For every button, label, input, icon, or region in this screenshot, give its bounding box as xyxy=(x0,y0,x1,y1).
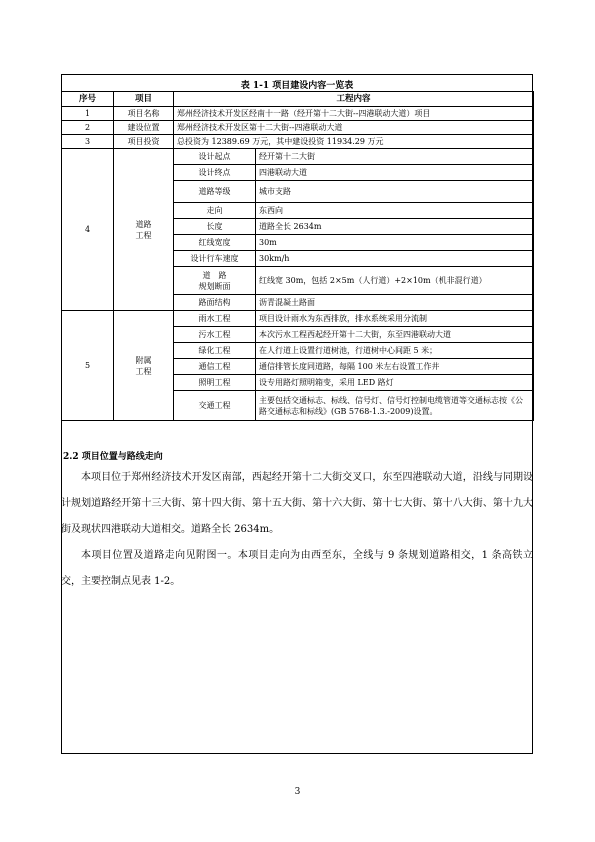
paragraph-route: 本项目位置及道路走向见附图一。本项目走向为由西至东，全线与 9 条规划道路相交，1 条高铁立交，主要控制点见表 1-2。 xyxy=(61,550,533,587)
sub-item-value: 主要包括交通标志、标线、信号灯、信号灯控制电缆管道等交通标志按《公路交通标志和标线》(GB 5768-1.3.-2009)设置。 xyxy=(256,391,534,421)
sub-item-label: 道路等级 xyxy=(174,181,256,203)
header-content: 工程内容 xyxy=(174,92,534,107)
sub-item-label: 路面结构 xyxy=(174,295,256,311)
row-content: 总投资为 12389.69 万元，其中建设投资 11934.29 万元 xyxy=(174,135,534,149)
sub-item-label: 长度 xyxy=(174,219,256,235)
table-row xyxy=(62,135,534,149)
sub-item-value: 城市支路 xyxy=(256,181,534,203)
page-number: 3 xyxy=(294,787,301,797)
row-number: 2 xyxy=(62,121,114,135)
row-number: 1 xyxy=(62,107,114,121)
table-row xyxy=(62,149,534,165)
sub-item-label: 污水工程 xyxy=(174,327,256,343)
sub-item-value: 四港联动大道 xyxy=(256,165,534,181)
sub-item-label: 照明工程 xyxy=(174,375,256,391)
row-item: 项目投资 xyxy=(114,135,174,149)
row-number: 5 xyxy=(62,311,114,421)
sub-item-value: 在人行道上设置行道树池，行道树中心间距 5 米； xyxy=(256,343,534,359)
row-item: 道路 工程 xyxy=(114,149,174,311)
row-item: 建设位置 xyxy=(114,121,174,135)
sub-item-value: 30m xyxy=(256,235,534,251)
sub-item-value: 东西向 xyxy=(256,203,534,219)
section-heading: 2.2 项目位置与路线走向 xyxy=(63,452,163,462)
sub-item-value: 30km/h xyxy=(256,251,534,267)
row-content: 郑州经济技术开发区第十二大街--四港联动大道 xyxy=(174,121,534,135)
sub-item-label: 设计行车速度 xyxy=(174,251,256,267)
header-item: 项目 xyxy=(114,92,174,107)
row-item: 附属 工程 xyxy=(114,311,174,421)
sub-item-label: 设计终点 xyxy=(174,165,256,181)
table-row xyxy=(62,121,534,135)
sub-item-label: 雨水工程 xyxy=(174,311,256,327)
table-title: 表 1-1 项目建设内容一览表 xyxy=(240,81,354,91)
sub-item-label: 走向 xyxy=(174,203,256,219)
sub-item-value: 沥青混凝土路面 xyxy=(256,295,534,311)
paragraph-location: 本项目位于郑州经济技术开发区南部，西起经开第十二大街交叉口，东至四港联动大道，沿线与同期设计规划道路经开第十三大街、第十四大街、第十五大街、第十六大街、第十七大街、第十八大街、第十九大街及现状四港联动大道相交。道路全长 2634m。 xyxy=(61,472,533,535)
table-header-row xyxy=(62,92,534,107)
sub-item-value: 道路全长 2634m xyxy=(256,219,534,235)
row-content: 郑州经济技术开发区经南十一路（经开第十二大街--四港联动大道）项目 xyxy=(174,107,534,121)
project-content-table xyxy=(61,91,534,421)
sub-item-label: 交通工程 xyxy=(174,391,256,421)
sub-item-label: 设计起点 xyxy=(174,149,256,165)
sub-item-value: 经开第十二大街 xyxy=(256,149,534,165)
sub-item-label: 道 路 规划断面 xyxy=(174,267,256,295)
row-number: 4 xyxy=(62,149,114,311)
sub-item-label: 绿化工程 xyxy=(174,343,256,359)
sub-item-value: 项目设计雨水为东西排放，排水系统采用分流制 xyxy=(256,311,534,327)
sub-item-value: 通信排管长度同道路，每隔 100 米左右设置工作井 xyxy=(256,359,534,375)
sub-item-value: 设专用路灯照明箱变，采用 LED 路灯 xyxy=(256,375,534,391)
row-item: 项目名称 xyxy=(114,107,174,121)
table-row xyxy=(62,107,534,121)
table-row xyxy=(62,311,534,327)
sub-item-value: 本次污水工程西起经开第十二大街，东至四港联动大道 xyxy=(256,327,534,343)
sub-item-label: 通信工程 xyxy=(174,359,256,375)
header-no: 序号 xyxy=(62,92,114,107)
row-number: 3 xyxy=(62,135,114,149)
sub-item-value: 红线宽 30m，包括 2×5m（人行道）+2×10m（机非混行道） xyxy=(256,267,534,295)
sub-item-label: 红线宽度 xyxy=(174,235,256,251)
